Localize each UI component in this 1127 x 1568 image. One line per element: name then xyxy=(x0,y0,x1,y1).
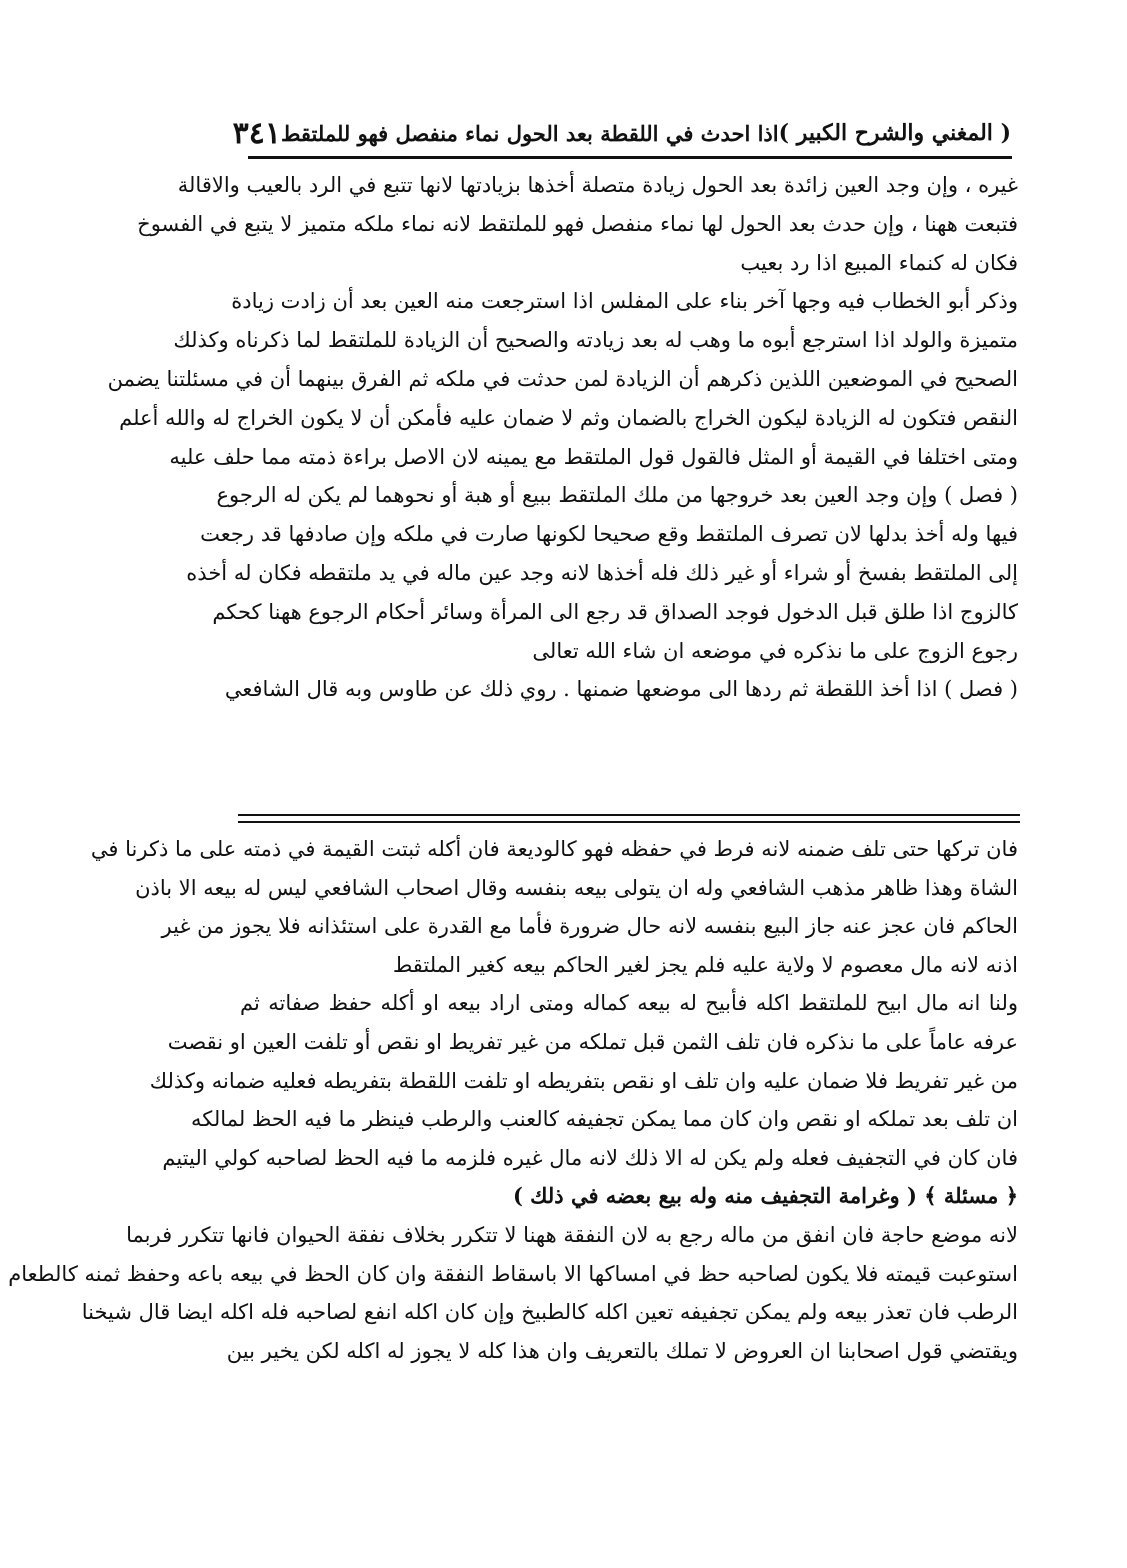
text-line: متميزة والولد اذا استرجع أبوه ما وهب له بعد زيادته والصحيح أن الزيادة للملتقط لما ذكرناه وكذلك xyxy=(173,328,1018,353)
masala-heading: ﴿ مسئلة ﴾ ( وغرامة التجفيف منه وله بيع بعضه في ذلك ) xyxy=(512,1183,1018,1209)
text-line: الصحيح في الموضعين اللذين ذكرهم أن الزيادة لمن حدثت في ملكه ثم الفرق بينهما أن في مسئلتنا يضمن xyxy=(107,366,1018,391)
text-line: فكان له كنماء المبيع اذا رد بعيب xyxy=(740,250,1018,275)
running-section-title: اذا احدث في اللقطة بعد الحول نماء منفصل فهو للملتقط xyxy=(280,120,779,146)
text-line: ان تلف بعد تملكه او نقص وان كان مما يمكن تجفيفه كالعنب والرطب فينظر ما فيه الحظ لمالكه xyxy=(191,1107,1018,1132)
text-line: فتبعت ههنا ، وإن حدث بعد الحول لها نماء منفصل فهو للملتقط لانه نماء ملكه متميز لا يتبع في الفسوخ xyxy=(137,211,1018,236)
text-line: إلى الملتقط بفسخ أو شراء أو غير ذلك فله أخذها لانه وجد عين ماله في يد ملتقطه فكان له أخذه xyxy=(186,560,1018,585)
text-line: ( فصل ) اذا أخذ اللقطة ثم ردها الى موضعها ضمنها . روي ذلك عن طاوس وبه قال الشافعي xyxy=(224,677,1018,702)
header-rule xyxy=(248,156,1012,159)
main-text-block xyxy=(107,166,1018,709)
text-line: وذكر أبو الخطاب فيه وجها آخر بناء على المفلس اذا استرجعت منه العين بعد أن زادت زيادة xyxy=(231,289,1018,314)
text-line: كالزوج اذا طلق قبل الدخول فوجد الصداق قد رجع الى المرأة وسائر أحكام الرجوع ههنا كحكم xyxy=(212,599,1018,624)
section-divider-bottom xyxy=(238,821,1020,823)
commentary-text-block xyxy=(8,830,1018,1370)
text-line: من غير تفريط فلا ضمان عليه وان تلف او نقص بتفريطه او تلفت اللقطة بتفريطه فعليه ضمانه وكذلك xyxy=(149,1068,1018,1093)
page-header xyxy=(232,110,1011,156)
page-number: ٣٤١ xyxy=(232,115,281,151)
section-divider-top xyxy=(238,814,1020,816)
text-line: الحاكم فان عجز عنه جاز البيع بنفسه لانه حال ضرورة فأما مع القدرة على استئذانه فلا يجوز من غير xyxy=(161,914,1018,939)
text-line: فيها وله أخذ بدلها لان تصرف الملتقط وقع صحيحا لكونها صارت في ملكه وإن صادفها قد رجعت xyxy=(200,522,1018,547)
text-line: ( فصل ) وإن وجد العين بعد خروجها من ملك الملتقط ببيع أو هبة أو نحوهما لم يكن له الرجوع xyxy=(216,483,1018,508)
text-line: الرطب فان تعذر بيعه ولم يمكن تجفيفه تعين اكله كالطبيخ وإن كان اكله انفع لصاحبه فله اكله ايضا قال شيخنا xyxy=(81,1300,1018,1325)
text-line: الشاة وهذا ظاهر مذهب الشافعي وله ان يتولى بيعه بنفسه وقال اصحاب الشافعي ليس له بيعه الا باذن xyxy=(135,875,1018,900)
text-line: ويقتضي قول اصحابنا ان العروض لا تملك بالتعريف وان هذا كله لا يجوز له اكله لكن يخير بين xyxy=(226,1338,1018,1363)
text-line: رجوع الزوج على ما نذكره في موضعه ان شاء الله تعالى xyxy=(532,638,1018,663)
text-line: ولنا انه مال ابيح للملتقط اكله فأبيح له بيعه كماله ومتى اراد بيعه او أكله حفظ صفاته ثم xyxy=(240,991,1018,1016)
text-line: عرفه عاماً على ما نذكره فان تلف الثمن قبل تملكه من غير تفريط او نقص أو تلفت العين او نقصت xyxy=(167,1029,1018,1054)
text-line: ومتى اختلفا في القيمة أو المثل فالقول قول الملتقط مع يمينه لان الاصل براءة ذمته مما حلف عليه xyxy=(169,444,1018,469)
text-line: فان كان في التجفيف فعله ولم يكن له الا ذلك لانه مال غيره فلزمه ما فيه الحظ لصاحبه كولي اليتيم xyxy=(162,1145,1018,1170)
text-line: اذنه لانه مال معصوم لا ولاية عليه فلم يجز لغير الحاكم بيعه كغير الملتقط xyxy=(392,952,1018,977)
text-line: استوعبت قيمته فلا يكون لصاحبه حظ في امساكها الا باسقاط النفقة وان كان الحظ في بيعه باعه وحفظ ثمنه كالطعام xyxy=(8,1261,1018,1286)
text-line: غيره ، وإن وجد العين زائدة بعد الحول زيادة متصلة أخذها بزيادتها لانها تتبع في الرد بالعيب والاقالة xyxy=(177,173,1018,197)
book-title: ( المغني والشرح الكبير ) xyxy=(778,120,1011,146)
text-line: لانه موضع حاجة فان انفق من ماله رجع به لان النفقة ههنا لا تتكرر بخلاف نفقة الحيوان فانها تتكرر فربما xyxy=(126,1222,1018,1247)
text-line: فان تركها حتى تلف ضمنه لانه فرط في حفظه فهو كالوديعة فان أكله ثبتت القيمة في ذمته على ما ذكرنا في xyxy=(90,837,1018,861)
text-line: النقص فتكون له الزيادة ليكون الخراج بالضمان وثم لا ضمان عليه فأمكن أن لا يكون الخراج له والله أعلم xyxy=(119,405,1018,430)
